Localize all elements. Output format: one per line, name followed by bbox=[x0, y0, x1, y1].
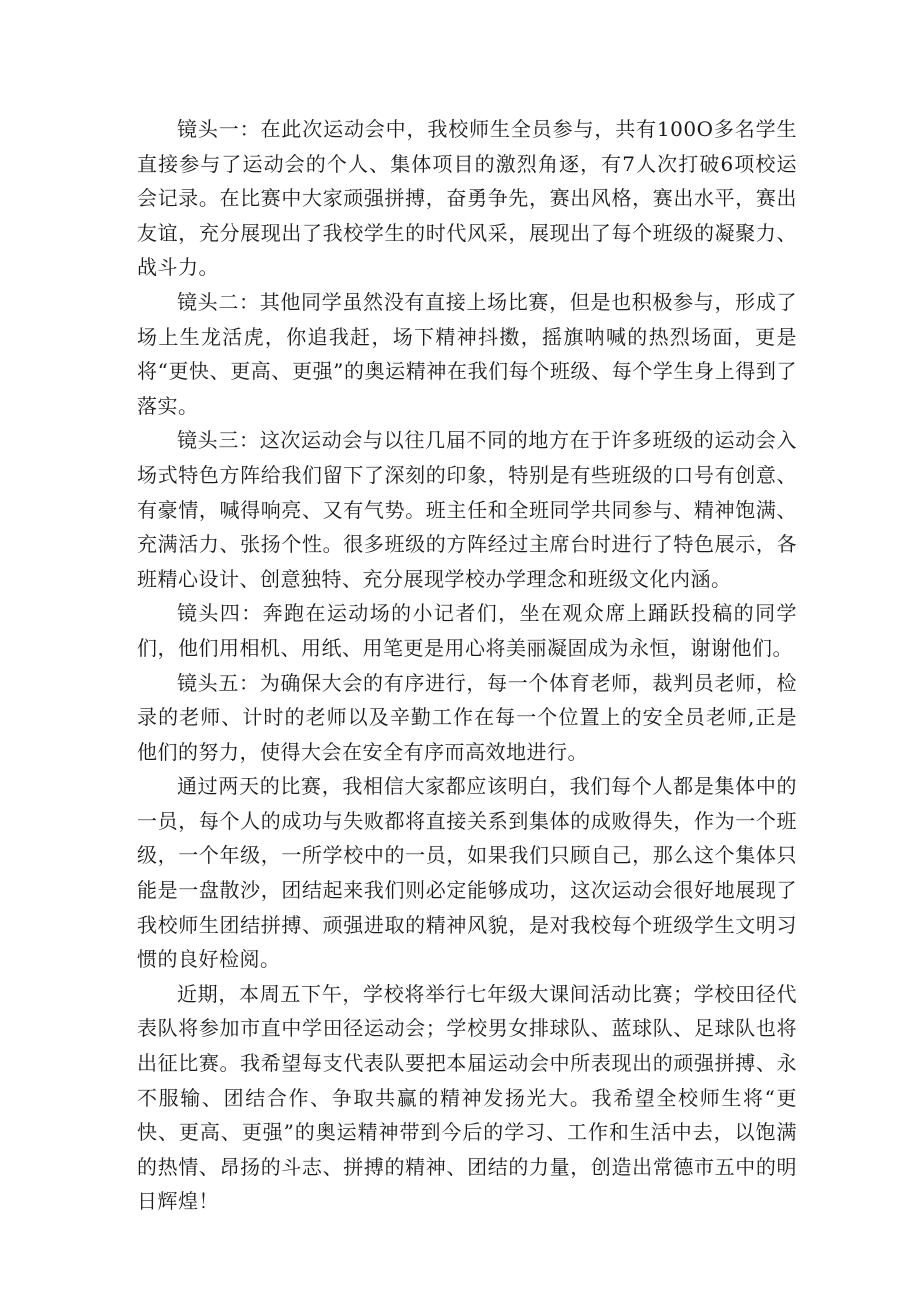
paragraph-shot-two: 镜头二：其他同学虽然没有直接上场比赛，但是也积极参与，形成了场上生龙活虎，你追我赶，场下精神抖擞，摇旗呐喊的热烈场面，更是将“更快、更高、更强”的奥运精神在我们每个班级、每个学生身上得到了落实。 bbox=[137, 289, 797, 418]
paragraph-shot-five: 镜头五：为确保大会的有序进行，每一个体育老师，裁判员老师，检录的老师、计时的老师以及辛勤工作在每一个位置上的安全员老师,正是他们的努力，使得大会在安全有序而高效地进行。 bbox=[137, 670, 797, 764]
paragraph-reflection: 通过两天的比赛，我相信大家都应该明白，我们每个人都是集体中的一员，每个人的成功与失败都将直接关系到集体的成败得失，作为一个班级，一个年级，一所学校中的一员，如果我们只顾自己，那么这个集体只能是一盘散沙，团结起来我们则必定能够成功，这次运动会很好地展现了我校师生团结拼搏、顽强进取的精神风貌，是对我校每个班级学生文明习惯的良好检阅。 bbox=[137, 774, 797, 972]
paragraph-shot-four: 镜头四：奔跑在运动场的小记者们，坐在观众席上踊跃投稿的同学们，他们用相机、用纸、用笔更是用心将美丽凝固成为永恒，谢谢他们。 bbox=[137, 601, 797, 660]
document-body bbox=[137, 112, 797, 1219]
paragraph-shot-three: 镜头三：这次运动会与以往几届不同的地方在于许多班级的运动会入场式特色方阵给我们留下了深刻的印象，特别是有些班级的口号有创意、有豪情，喊得响亮、又有气势。班主任和全班同学共同参与、精神饱满、充满活力、张扬个性。很多班级的方阵经过主席台时进行了特色展示，各班精心设计、创意独特、充分展现学校办学理念和班级文化内涵。 bbox=[137, 428, 797, 591]
paragraph-upcoming: 近期，本周五下午，学校将举行七年级大课间活动比赛；学校田径代表队将参加市直中学田径运动会；学校男女排球队、蓝球队、足球队也将出征比赛。我希望每支代表队要把本届运动会中所表现出的顽强拼搏、永不服输、团结合作、争取共赢的精神发扬光大。我希望全校师生将“更快、更高、更强”的奥运精神带到今后的学习、工作和生活中去，以饱满的热情、昂扬的斗志、拼搏的精神、团结的力量，创造出常德市五中的明日辉煌！ bbox=[137, 981, 797, 1214]
paragraph-shot-one: 镜头一：在此次运动会中，我校师生全员参与，共有100O多名学生直接参与了运动会的个人、集体项目的激烈角逐，有7人次打破6项校运会记录。在比赛中大家顽强拼搏，奋勇争先，赛出风格，赛出水平，赛出友谊，充分展现出了我校学生的时代风采，展现出了每个班级的凝聚力、战斗力。 bbox=[137, 117, 797, 280]
